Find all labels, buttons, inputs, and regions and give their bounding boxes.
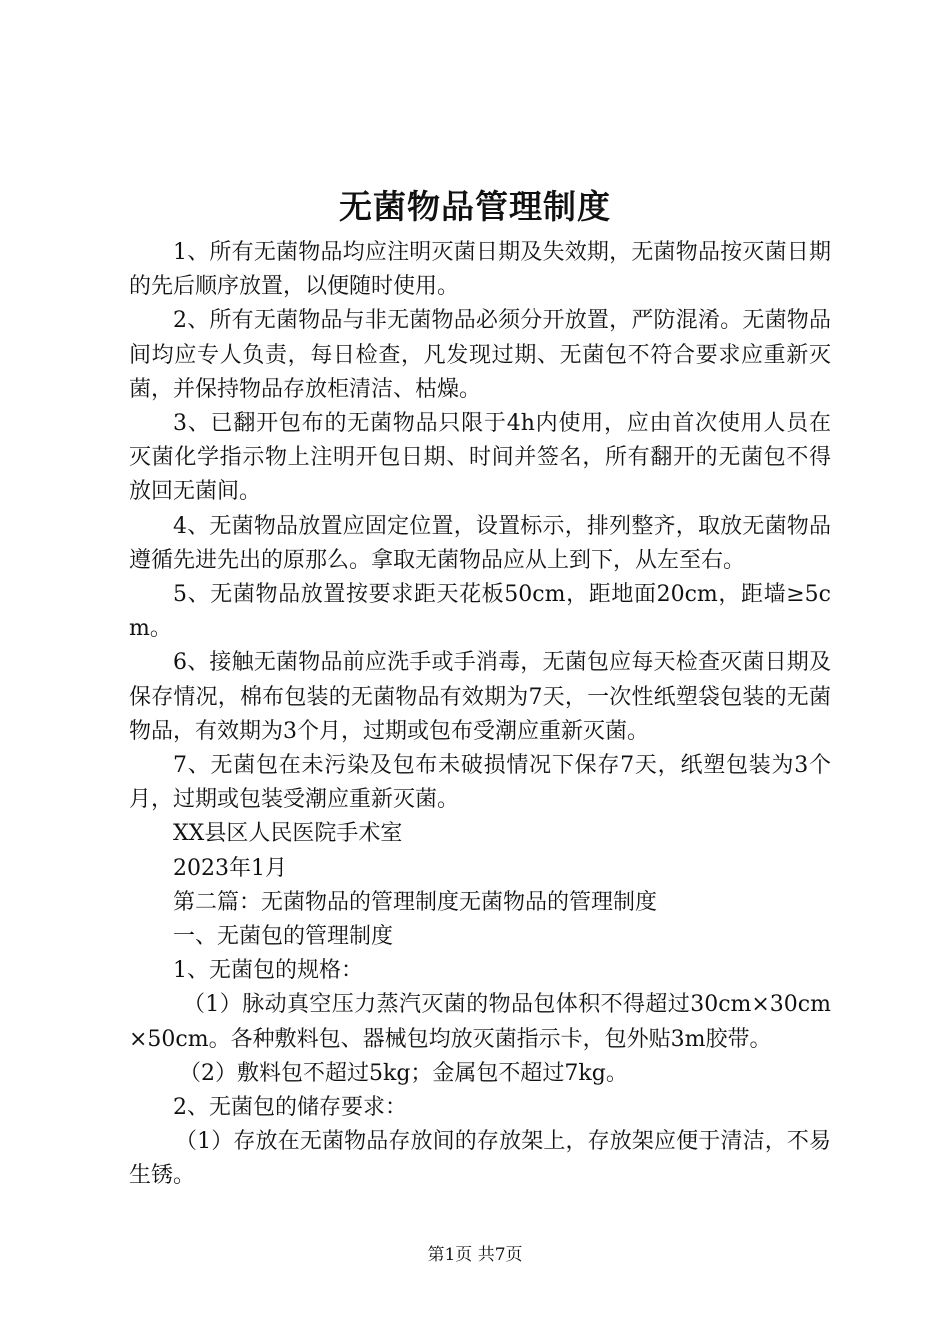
- document-body: [129, 236, 831, 1194]
- paragraph-rule-7: 7、无菌包在未污染及包布未破损情况下保存7天，纸塑包装为3个月，过期或包装受潮应重新灭菌。: [129, 753, 831, 813]
- signature-department: XX县区人民医院手术室: [173, 821, 403, 847]
- section-heading-part-two: 第二篇：无菌物品的管理制度无菌物品的管理制度: [173, 889, 658, 915]
- spec-item-2: （2）敷料包不超过5kg；金属包不超过7kg。: [179, 1060, 628, 1086]
- paragraph-rule-2: 2、所有无菌物品与非无菌物品必须分开放置，严防混淆。无菌物品间均应专人负责，每日检查，凡发现过期、无菌包不符合要求应重新灭菌，并保持物品存放柜清洁、枯燥。: [129, 308, 831, 402]
- spec-item-1: （1）脉动真空压力蒸汽灭菌的物品包体积不得超过30cm×30cm×50cm。各种敷料包、器械包均放灭菌指示卡，包外贴3m胶带。: [129, 992, 831, 1052]
- paragraph-rule-6: 6、接触无菌物品前应洗手或手消毒，无菌包应每天检查灭菌日期及保存情况，棉布包装的无菌物品有效期为7天，一次性纸塑袋包装的无菌物品，有效期为3个月，过期或包布受潮应重新灭菌。: [129, 650, 831, 744]
- paragraph-rule-4: 4、无菌物品放置应固定位置，设置标示，排列整齐，取放无菌物品遵循先进先出的原那么。拿取无菌物品应从上到下，从左至右。: [129, 513, 831, 573]
- paragraph-rule-5: 5、无菌物品放置按要求距天花板50cm，距地面20cm，距墙≥5cm。: [129, 582, 831, 642]
- page-footer: 第1页 共7页: [427, 1245, 523, 1265]
- storage-item-1: （1）存放在无菌物品存放间的存放架上，存放架应便于清洁，不易生锈。: [129, 1129, 831, 1189]
- paragraph-rule-1: 1、所有无菌物品均应注明灭菌日期及失效期，无菌物品按灭菌日期的先后顺序放置，以便随时使用。: [129, 240, 831, 300]
- item-heading-storage: 2、无菌包的储存要求：: [173, 1095, 407, 1121]
- item-heading-specs: 1、无菌包的规格：: [173, 958, 363, 984]
- signature-date: 2023年1月: [173, 855, 287, 881]
- document-title: 无菌物品管理制度: [339, 187, 611, 226]
- paragraph-rule-3: 3、已翻开包布的无菌物品只限于4h内使用，应由首次使用人员在灭菌化学指示物上注明开包日期、时间并签名，所有翻开的无菌包不得放回无菌间。: [129, 411, 831, 505]
- subsection-heading-1: 一、无菌包的管理制度: [173, 924, 394, 950]
